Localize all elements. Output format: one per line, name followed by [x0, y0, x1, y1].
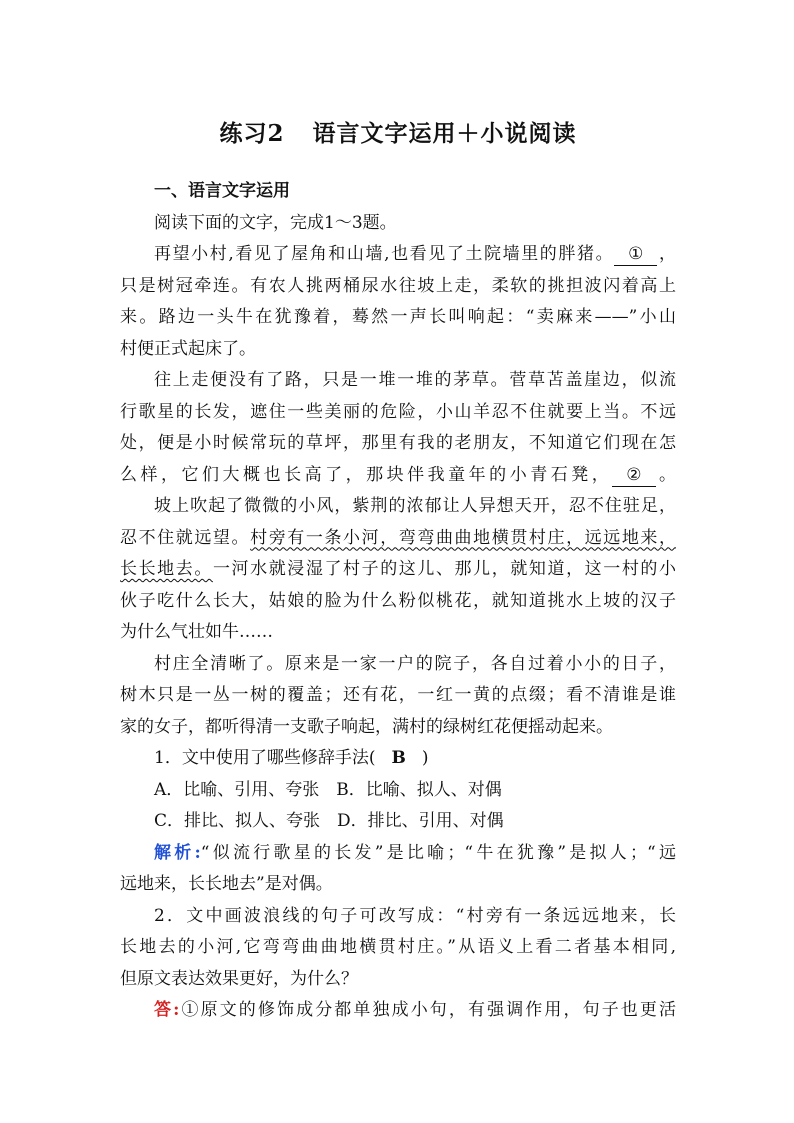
question-1-analysis-2: 远地来，长长地去”是对偶。: [120, 874, 333, 894]
answer-label: 答:: [154, 1000, 180, 1020]
passage-p4-line3: 家的女子，都听得清一支歌子响起，满村的绿树红花便摇动起来。: [120, 716, 613, 737]
question-1: [120, 743, 676, 775]
text-span: 再望小村,看见了屋角和山墙,也看见了土院墙里的胖猪。: [154, 244, 615, 264]
passage-p2-line2: 行歌星的长发，遮住一些美丽的危险，小山羊忍不住就要上当。不远: [120, 401, 676, 422]
passage-p3-line5: 为什么气壮如牛……: [120, 622, 273, 642]
wavy-underlined-sentence: 长长地去。: [120, 559, 213, 579]
text-span: 一河水就浸湿了村子的这儿、那儿，就知道，这一村的小: [212, 559, 676, 579]
question-2-answer: [120, 995, 676, 1027]
text-span: 忍不住就远望。: [120, 527, 251, 548]
blank-1: ①: [614, 243, 657, 266]
question-2-line3: 但原文表达效果更好，为什么？: [120, 968, 358, 989]
passage-p1-line4: 村便正式起床了。: [120, 338, 256, 359]
passage-p2-line3: 处，便是小时候常玩的草坪，那里有我的老朋友，不知道它们现在怎: [120, 433, 676, 453]
document-page: [120, 108, 676, 1027]
question-2-line1: 2．文中画波浪线的句子可改写成：“村旁有一条远远地来，长: [154, 905, 676, 926]
text-span: “似流行歌星的长发”是比喻；“牛在犹豫”是拟人；“远: [200, 842, 676, 863]
passage-p4-line2: 树木只是一丛一树的覆盖；还有花，一红一黄的点缀；看不清谁是谁: [120, 685, 676, 705]
instruction: 阅读下面的文字，完成1～3题。: [154, 212, 397, 233]
title-sub: 语言文字运用＋小说阅读: [312, 120, 577, 147]
text-span: 。: [655, 464, 676, 485]
blank-2: ②: [612, 464, 655, 487]
analysis-label: 解析:: [154, 842, 201, 863]
section-heading: 一、语言文字运用: [154, 181, 290, 201]
passage-p3-line3: [120, 554, 676, 586]
text-span: ): [421, 748, 429, 768]
passage-p4-line1: 村庄全清晰了。原来是一家一户的院子，各自过着小小的日子，: [154, 653, 676, 674]
passage-p2-line1: 往上走便没有了路，只是一堆一堆的茅草。菅草苫盖崖边，似流: [154, 370, 676, 390]
question-2-line2: 长地去的小河,它弯弯曲曲地横贯村庄。”从语义上看二者基本相同,: [120, 937, 676, 957]
question-stem: 1．文中使用了哪些修辞手法(: [154, 748, 376, 768]
question-1-options-1: A．比喻、引用、夸张 B．比喻、拟人、对偶: [154, 779, 502, 800]
passage-p2-line4: [120, 460, 676, 492]
text-span: ①原文的修饰成分都单独成小句，有强调作用，句子也更活: [179, 1000, 676, 1020]
question-1-answer: B: [391, 748, 406, 768]
passage-p1-line2: 只是树冠牵连。有农人挑两桶尿水往坡上走，柔软的挑担波闪着高上: [120, 275, 676, 296]
page-title: [120, 108, 676, 160]
passage-p1-line3: 来。路边一头牛在犹豫着，蓦然一声长叫响起：“卖麻来——”小山: [120, 307, 676, 327]
question-1-options-2: C．排比、拟人、夸张 D．排比、引用、对偶: [154, 811, 504, 831]
text-span: ，: [657, 244, 676, 264]
question-1-analysis: [120, 838, 676, 870]
passage-p1-line1: [120, 239, 676, 271]
passage-p3-line1: 坡上吹起了微微的小风，紫荆的浓郁让人异想天开，忍不住驻足，: [154, 496, 676, 516]
title-main: 练习2: [219, 120, 285, 147]
passage-p3-line4: 伙子吃什么长大，姑娘的脸为什么粉似桃花，就知道挑水上坡的汉子: [120, 590, 676, 611]
passage-p3-line2: [120, 523, 676, 555]
text-span: 么样，它们大概也长高了，那块伴我童年的小青石凳，: [120, 464, 613, 485]
wavy-underlined-sentence: 村旁有一条小河，弯弯曲曲地横贯村庄，远远地来，: [250, 527, 676, 548]
